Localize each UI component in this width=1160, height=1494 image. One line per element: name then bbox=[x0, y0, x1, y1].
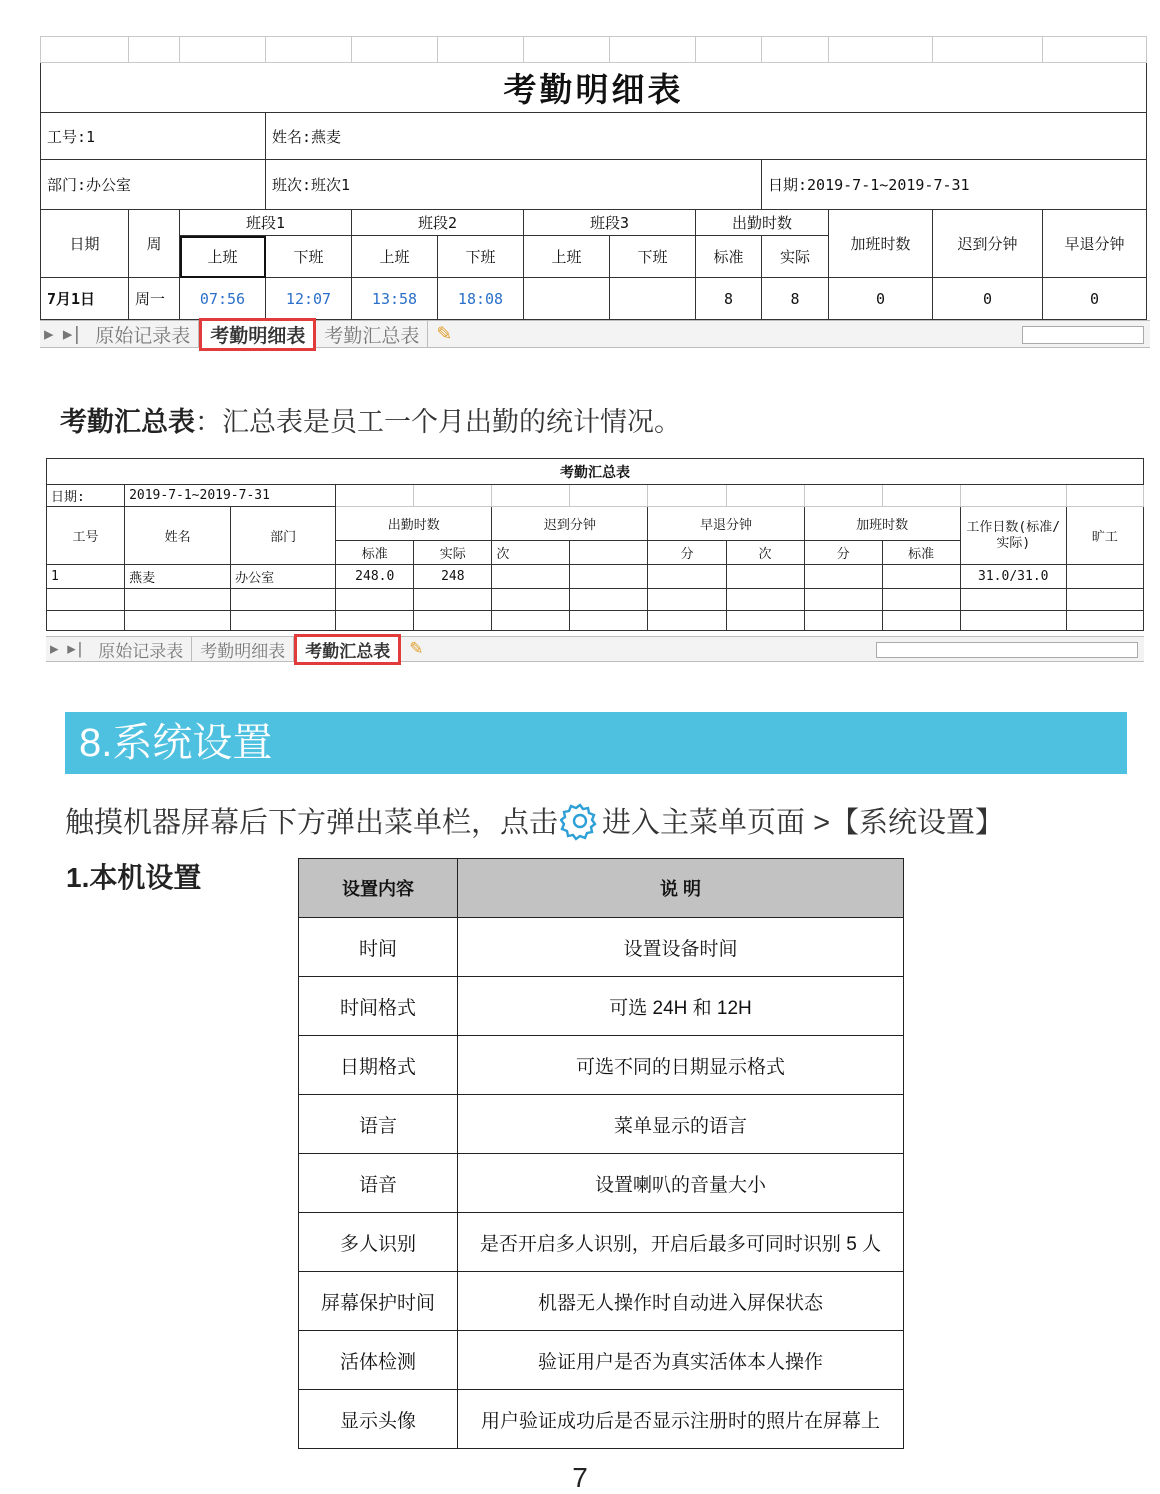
settings-desc-multi-person: 是否开启多人识别，开启后最多可同时识别 5 人 bbox=[458, 1213, 904, 1272]
header-date[interactable]: 日期 bbox=[41, 210, 129, 278]
table-row bbox=[47, 589, 1144, 611]
summary-header-emp-id[interactable]: 工号 bbox=[47, 507, 125, 565]
sheet-tab-attendance-summary[interactable]: 考勤汇总表 bbox=[316, 321, 428, 348]
settings-desc-voice: 设置喇叭的音量大小 bbox=[458, 1154, 904, 1213]
header-weekday[interactable]: 周 bbox=[129, 210, 180, 278]
row-weekday[interactable]: 周一 bbox=[129, 278, 180, 320]
sheet-nav-arrows[interactable]: ▸ ▸| bbox=[44, 323, 82, 345]
summary-date-value[interactable]: 2019-7-1~2019-7-31 bbox=[125, 485, 336, 507]
settings-item-avatar: 显示头像 bbox=[299, 1390, 458, 1449]
header-standard[interactable]: 标准 bbox=[696, 236, 762, 278]
settings-desc-avatar: 用户验证成功后是否显示注册时的照片在屏幕上 bbox=[458, 1390, 904, 1449]
table-row bbox=[299, 918, 904, 977]
row-seg3-on[interactable] bbox=[524, 278, 610, 320]
summary-table bbox=[46, 458, 1144, 631]
intro-text-before: 触摸机器屏幕后下方弹出菜单栏，点击 bbox=[65, 807, 559, 839]
header-segment-3[interactable]: 班段3 bbox=[524, 210, 696, 236]
summary-horizontal-scrollbar[interactable] bbox=[876, 642, 1138, 658]
summary-title[interactable]: 考勤汇总表 bbox=[47, 459, 1144, 485]
intro-text-after: 进入主菜单页面 >【系统设置】 bbox=[602, 807, 1005, 839]
header-segment-2[interactable]: 班段2 bbox=[352, 210, 524, 236]
settings-desc-time: 设置设备时间 bbox=[458, 918, 904, 977]
shift-cell[interactable]: 班次:班次1 bbox=[266, 160, 762, 210]
settings-item-language: 语言 bbox=[299, 1095, 458, 1154]
table-row bbox=[41, 278, 1147, 320]
gear-icon bbox=[560, 801, 600, 841]
summary-header-standard[interactable]: 标准 bbox=[336, 541, 414, 565]
summary-header-overtime-minutes[interactable]: 分 bbox=[804, 541, 882, 565]
settings-item-time: 时间 bbox=[299, 918, 458, 977]
summary-header-early-minutes-unit[interactable]: 分 bbox=[648, 541, 726, 565]
settings-header-item: 设置内容 bbox=[299, 859, 458, 918]
settings-item-voice: 语音 bbox=[299, 1154, 458, 1213]
employee-name-cell[interactable]: 姓名:燕麦 bbox=[266, 113, 1147, 160]
summary-row-dept[interactable]: 办公室 bbox=[231, 565, 336, 589]
sheet-tab-attendance-detail[interactable]: 考勤明细表 bbox=[199, 318, 316, 351]
settings-item-screensaver: 屏幕保护时间 bbox=[299, 1272, 458, 1331]
table-row bbox=[299, 1095, 904, 1154]
summary-row-workdays[interactable]: 31.0/31.0 bbox=[960, 565, 1066, 589]
settings-desc-time-format: 可选 24H 和 12H bbox=[458, 977, 904, 1036]
summary-header-early-times[interactable]: 次 bbox=[726, 541, 804, 565]
table-row bbox=[47, 611, 1144, 631]
row-actual[interactable]: 8 bbox=[762, 278, 829, 320]
row-seg2-off[interactable]: 18:08 bbox=[438, 278, 524, 320]
row-seg1-on[interactable]: 07:56 bbox=[180, 278, 266, 320]
horizontal-scrollbar[interactable] bbox=[1022, 326, 1144, 344]
summary-header-dept[interactable]: 部门 bbox=[231, 507, 336, 565]
table-row bbox=[299, 1036, 904, 1095]
summary-sheet-tab-bar bbox=[46, 636, 1144, 662]
header-seg1-off[interactable]: 下班 bbox=[266, 236, 352, 278]
summary-row-emp-id[interactable]: 1 bbox=[47, 565, 125, 589]
summary-sheet-tab-attendance-summary[interactable]: 考勤汇总表 bbox=[294, 634, 401, 665]
header-actual[interactable]: 实际 bbox=[762, 236, 829, 278]
header-seg2-on[interactable]: 上班 bbox=[352, 236, 438, 278]
summary-header-attend-hours[interactable]: 出勤时数 bbox=[336, 507, 492, 541]
page-number: 7 bbox=[572, 1462, 588, 1493]
header-seg3-off[interactable]: 下班 bbox=[610, 236, 696, 278]
row-seg2-on[interactable]: 13:58 bbox=[352, 278, 438, 320]
new-sheet-icon[interactable]: ✎ bbox=[436, 323, 453, 345]
summary-caption-text: ：汇总表是员工一个月出勤的统计情况。 bbox=[195, 407, 681, 437]
settings-desc-date-format: 可选不同的日期显示格式 bbox=[458, 1036, 904, 1095]
grid-row bbox=[41, 37, 1147, 63]
table-row bbox=[299, 1331, 904, 1390]
summary-caption-label: 考勤汇总表 bbox=[60, 407, 195, 437]
table-row bbox=[299, 1272, 904, 1331]
summary-header-late-times[interactable]: 次 bbox=[492, 541, 570, 565]
header-early-minutes[interactable]: 早退分钟 bbox=[1043, 210, 1147, 278]
row-early[interactable]: 0 bbox=[1043, 278, 1147, 320]
table-row bbox=[299, 1154, 904, 1213]
settings-item-time-format: 时间格式 bbox=[299, 977, 458, 1036]
table-row bbox=[299, 1213, 904, 1272]
settings-item-liveness: 活体检测 bbox=[299, 1331, 458, 1390]
summary-sheet-tab-attendance-detail[interactable]: 考勤明细表 bbox=[192, 637, 294, 662]
header-segment-1[interactable]: 班段1 bbox=[180, 210, 352, 236]
sheet-tab-bar bbox=[40, 320, 1150, 348]
table-row bbox=[299, 977, 904, 1036]
subsection-title: 1.本机设置 bbox=[66, 862, 202, 893]
date-range-cell[interactable]: 日期:2019-7-1~2019-7-31 bbox=[762, 160, 1147, 210]
row-late[interactable]: 0 bbox=[933, 278, 1043, 320]
settings-desc-liveness: 验证用户是否为真实活体本人操作 bbox=[458, 1331, 904, 1390]
summary-row-name[interactable]: 燕麦 bbox=[125, 565, 231, 589]
sheet-tab-raw-records[interactable]: 原始记录表 bbox=[87, 321, 199, 348]
settings-item-multi-person: 多人识别 bbox=[299, 1213, 458, 1272]
settings-item-date-format: 日期格式 bbox=[299, 1036, 458, 1095]
row-standard[interactable]: 8 bbox=[696, 278, 762, 320]
header-seg2-off[interactable]: 下班 bbox=[438, 236, 524, 278]
table-row bbox=[47, 565, 1144, 589]
summary-header-absent[interactable]: 旷工 bbox=[1066, 507, 1143, 565]
settings-table bbox=[298, 858, 904, 1449]
header-overtime[interactable]: 加班时数 bbox=[829, 210, 933, 278]
row-seg1-off[interactable]: 12:07 bbox=[266, 278, 352, 320]
summary-header-late-minutes[interactable]: 迟到分钟 bbox=[492, 507, 648, 541]
row-seg3-off[interactable] bbox=[610, 278, 696, 320]
section-header: 8.系统设置 bbox=[65, 712, 1127, 774]
summary-header-early-minutes[interactable]: 早退分钟 bbox=[648, 507, 804, 541]
summary-sheet-tab-raw-records[interactable]: 原始记录表 bbox=[90, 637, 192, 662]
settings-desc-screensaver: 机器无人操作时自动进入屏保状态 bbox=[458, 1272, 904, 1331]
summary-date-label[interactable]: 日期: bbox=[47, 485, 125, 507]
summary-sheet-nav-arrows[interactable]: ▸ ▸| bbox=[50, 639, 85, 658]
header-seg1-on[interactable]: 上班 bbox=[180, 236, 266, 278]
settings-desc-language: 菜单显示的语言 bbox=[458, 1095, 904, 1154]
summary-new-sheet-icon[interactable]: ✎ bbox=[409, 639, 424, 658]
employee-id-cell[interactable]: 工号:1 bbox=[41, 113, 266, 160]
summary-header-overtime[interactable]: 加班时数 bbox=[804, 507, 960, 541]
row-overtime[interactable]: 0 bbox=[829, 278, 933, 320]
summary-header-name[interactable]: 姓名 bbox=[125, 507, 231, 565]
sheet-title[interactable]: 考勤明细表 bbox=[41, 63, 1147, 113]
summary-header-overtime-standard[interactable]: 标准 bbox=[882, 541, 960, 565]
summary-header-actual[interactable]: 实际 bbox=[414, 541, 492, 565]
summary-header-workdays[interactable]: 工作日数(标准/实际) bbox=[960, 507, 1066, 565]
department-cell[interactable]: 部门:办公室 bbox=[41, 160, 266, 210]
settings-header-description: 说 明 bbox=[458, 859, 904, 918]
row-date[interactable]: 7月1日 bbox=[41, 278, 129, 320]
header-seg3-on[interactable]: 上班 bbox=[524, 236, 610, 278]
detail-table bbox=[40, 36, 1147, 320]
table-row bbox=[299, 1390, 904, 1449]
summary-row-standard[interactable]: 248.0 bbox=[336, 565, 414, 589]
header-late-minutes[interactable]: 迟到分钟 bbox=[933, 210, 1043, 278]
header-attendance-hours[interactable]: 出勤时数 bbox=[696, 210, 829, 236]
intro-text bbox=[65, 800, 1004, 841]
summary-caption bbox=[60, 400, 681, 439]
summary-row-actual[interactable]: 248 bbox=[414, 565, 492, 589]
